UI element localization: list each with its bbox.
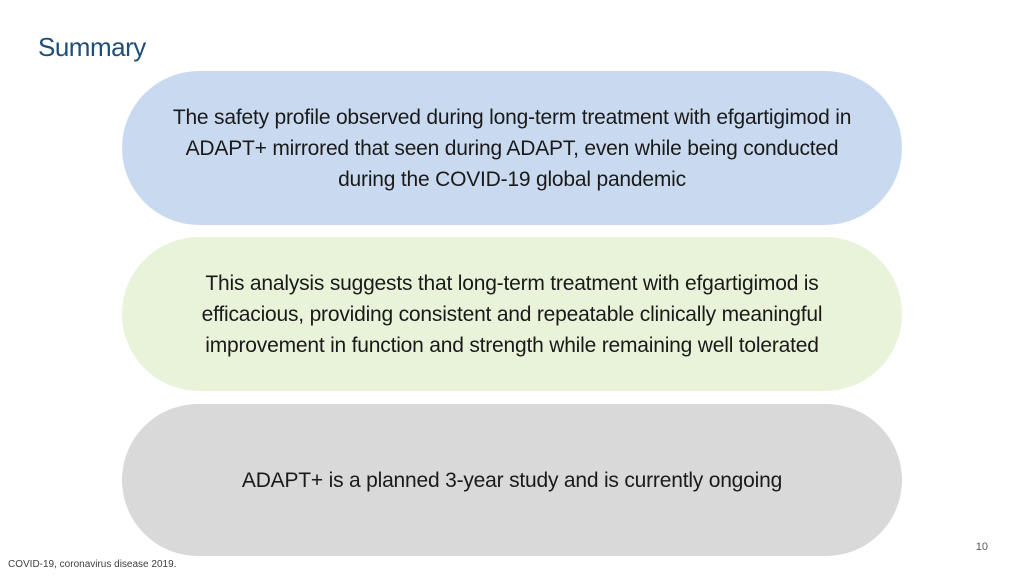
slide-title: Summary	[38, 32, 146, 62]
page-number: 10	[975, 541, 988, 553]
footnote: COVID-19, coronavirus disease 2019.	[8, 559, 177, 570]
summary-box-efficacy	[122, 237, 902, 391]
summary-box-study-status-text: ADAPT+ is a planned 3-year study and is currently ongoing	[241, 468, 783, 492]
summary-box-study-status	[122, 404, 902, 556]
summary-box-safety-text: The safety profile observed during long-term treatment with efgartigimod in ADAPT+ mirrored that seen during ADAPT, even while being conducted during the COVID-19 global pandemic	[172, 105, 852, 191]
summary-box-efficacy-text: This analysis suggests that long-term treatment with efgartigimod is efficacious, providing consistent and repeatable clinically meaningful improvement in function and strength while remaining well tolerated	[201, 271, 823, 357]
summary-box-safety	[122, 71, 902, 225]
